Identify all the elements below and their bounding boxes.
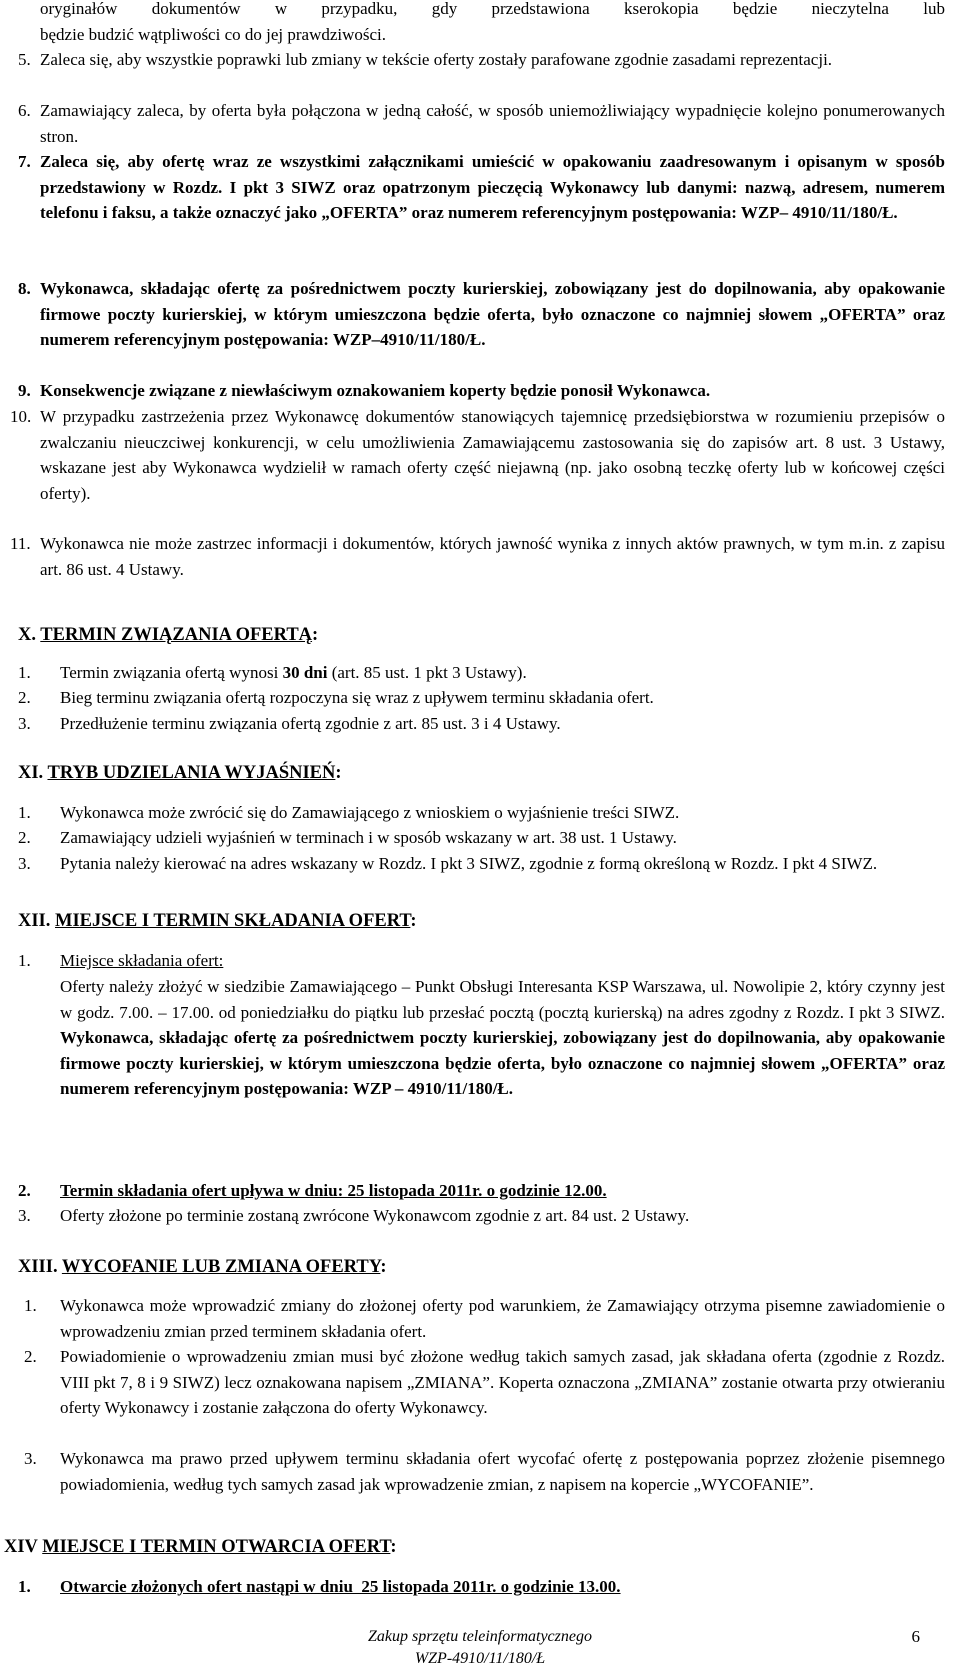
item-number: 3. [24,1449,37,1468]
section-colon: : [410,911,417,931]
item-number: 1. [18,1577,31,1596]
deadline-text: Termin składania ofert upływa w dniu: 25 listopada 2011r. o godzinie 12.00. [60,1181,607,1200]
item-text: Zaleca się, aby wszystkie poprawki lub zmiany w tekście oferty zostały parafowane zgodnie zasadami reprezentacji. [40,50,833,69]
item-number: 5. [18,50,31,69]
item-number: 6. [18,101,31,120]
section-heading [18,908,417,934]
item-number: 1. [24,1296,37,1315]
section-heading [18,622,318,648]
item-text: Konsekwencje związane z niewłaściwym oznakowaniem koperty będzie ponosił Wykonawca. [40,381,711,400]
text-line: będzie budzić wątpliwości co do jej prawdziwości. [40,24,387,44]
item-text: Przedłużenie terminu związania ofertą zgodnie z art. 85 ust. 3 i 4 Ustawy. [60,714,561,733]
section-title: MIEJSCE I TERMIN SKŁADANIA OFERT [55,911,411,931]
section-heading [18,1254,387,1280]
item-number: 2. [18,1181,31,1200]
item-number: 7. [18,152,31,171]
continuation-text [40,0,945,47]
section-number: XII. [18,911,51,931]
item-number: 3. [18,714,31,733]
section-colon: : [380,1257,387,1277]
item-text [60,974,945,1102]
section-colon: : [335,763,342,783]
text-run: Oferty należy złożyć w siedzibie Zamawiającego – Punkt Obsługi Interesanta KSP Warszawa, ul. Nowolipie 2, który czynny jest w godz. 7.00. – 17.00. od poniedziałku do piątku lub przesłać pocztą (pocztą kurierską) na adres zgodny z Rozdz. I pkt 3 SIWZ. [60,977,945,1022]
item-text: Wykonawca ma prawo przed upływem terminu składania ofert wycofać ofertę z postępowania poprzez złożenie pisemnego powiadomienia, według tych samych zasad jak wprowadzenie zmian, z napisem na kopercie „WYCOFANIE”. [60,1449,945,1494]
item-number: 8. [18,279,31,298]
section-heading [4,1534,397,1560]
section-number: X. [18,625,36,645]
item-number: 1. [18,951,31,970]
item-number: 3. [18,854,31,873]
section-number: XIII. [18,1257,58,1277]
item-text: W przypadku zastrzeżenia przez Wykonawcę dokumentów stanowiących tajemnicę przedsiębiorstwa w rozumieniu przepisów o zwalczaniu nieuczciwej konkurencji, w celu umożliwienia Zamawiającemu zastosowania się do zapisów art. 8 ust. 3 Ustawy, wskazane jest aby Wykonawca wydzielił w ramach oferty część niejawną (np. jako osobną teczkę oferty lub w końcowej części oferty). [40,407,945,503]
item-number: 9. [18,381,31,400]
emphasis: Wykonawca, składając ofertę za pośrednictwem poczty kurierskiej, zobowiązany jest do dopilnowania, aby opakowanie firmowe poczty kurierskiej, w którym umieszczona będzie oferta, było oznaczone co najmniej słowem „OFERTA” oraz numerem referencyjnym postępowania: WZP – 4910/11/180/Ł. [60,1028,945,1098]
item-number: 2. [18,828,31,847]
section-title: TERMIN ZWIĄZANIA OFERTĄ [40,625,313,645]
item-subheading: Miejsce składania ofert: [60,951,224,970]
text-line: oryginałów dokumentów w przypadku, gdy przedstawiona kserokopia będzie nieczytelna lub [40,0,945,18]
item-text: Wykonawca nie może zastrzec informacji i dokumentów, których jawność wynika z innych aktów prawnych, w tym m.in. z zapisu art. 86 ust. 4 Ustawy. [40,534,945,579]
item-text: Powiadomienie o wprowadzeniu zmian musi być złożone według takich samych zasad, jak składana oferta (zgodnie z Rozdz. VIII pkt 7, 8 i 9 SIWZ) lecz oznakowana napisem „ZMIANA”. Koperta oznaczona „ZMIANA” zostanie otwarta przy otwieraniu oferty Wykonawcy i zostanie załączona do oferty Wykonawcy. [60,1347,945,1417]
item-text: Bieg terminu związania ofertą rozpoczyna się wraz z upływem terminu składania ofert. [60,688,654,707]
footer-title: Zakup sprzętu teleinformatycznego [368,1628,592,1645]
text-run: Termin związania ofertą wynosi [60,663,283,682]
item-text: Wykonawca, składając ofertę za pośrednictwem poczty kurierskiej, zobowiązany jest do dopilnowania, aby opakowanie firmowe poczty kurierskiej, w którym umieszczona będzie oferta, było oznaczone co najmniej słowem „OFERTA” oraz numerem referencyjnym postępowania: WZP–4910/11/180/Ł. [40,279,945,349]
item-number: 1. [18,663,31,682]
item-text: Wykonawca może wprowadzić zmiany do złożonej oferty pod warunkiem, że Zamawiający otrzyma pisemne zawiadomienie o wprowadzeniu zmian przed terminem składania ofert. [60,1296,945,1341]
item-number: 2. [18,688,31,707]
item-text: Pytania należy kierować na adres wskazany w Rozdz. I pkt 3 SIWZ, zgodnie z formą określoną w Rozdz. I pkt 4 SIWZ. [60,854,878,873]
item-text: Zamawiający udzieli wyjaśnień w terminach i w sposób wskazany w art. 38 ust. 1 Ustawy. [60,828,677,847]
section-colon: : [390,1537,397,1557]
opening-date-text: Otwarcie złożonych ofert nastąpi w dniu 25 listopada 2011r. o godzinie 13.00. [60,1577,621,1596]
item-number: 3. [18,1206,31,1225]
item-text [60,660,527,686]
item-text: Oferty złożone po terminie zostaną zwrócone Wykonawcom zgodnie z art. 84 ust. 2 Ustawy. [60,1206,690,1225]
section-title: TRYB UDZIELANIA WYJAŚNIEŃ [47,763,336,783]
item-text: Zaleca się, aby ofertę wraz ze wszystkimi załącznikami umieścić w opakowaniu zaadresowanym i opisanym w sposób przedstawiony w Rozdz. I pkt 3 SIWZ oraz opatrzonym pieczęcią Wykonawcy lub danymi: nazwą, adresem, numerem telefonu i faksu, a także oznaczyć jako „OFERTA” oraz numerem referencyjnym postępowania: WZP– 4910/11/180/Ł. [40,152,945,222]
item-number: 10. [10,407,32,426]
text-run: (art. 85 ust. 1 pkt 3 Ustawy). [327,663,527,682]
section-number: XI. [18,763,44,783]
item-number: 1. [18,803,31,822]
item-number: 2. [24,1347,37,1366]
item-text: Wykonawca może zwrócić się do Zamawiającego z wnioskiem o wyjaśnienie treści SIWZ. [60,803,680,822]
page-number: 6 [911,1627,920,1646]
footer-reference: WZP-4910/11/180/Ł [414,1650,546,1667]
item-text: Zamawiający zaleca, by oferta była połączona w jedną całość, w sposób uniemożliwiający wypadnięcie kolejno ponumerowanych stron. [40,101,945,146]
section-title: MIEJSCE I TERMIN OTWARCIA OFERT [42,1537,391,1557]
section-title: WYCOFANIE LUB ZMIANA OFERTY [61,1257,381,1277]
section-colon: : [312,625,319,645]
item-number: 11. [10,534,31,553]
section-heading [18,760,342,786]
emphasis: 30 dni [282,663,328,682]
section-number: XIV [4,1537,38,1557]
